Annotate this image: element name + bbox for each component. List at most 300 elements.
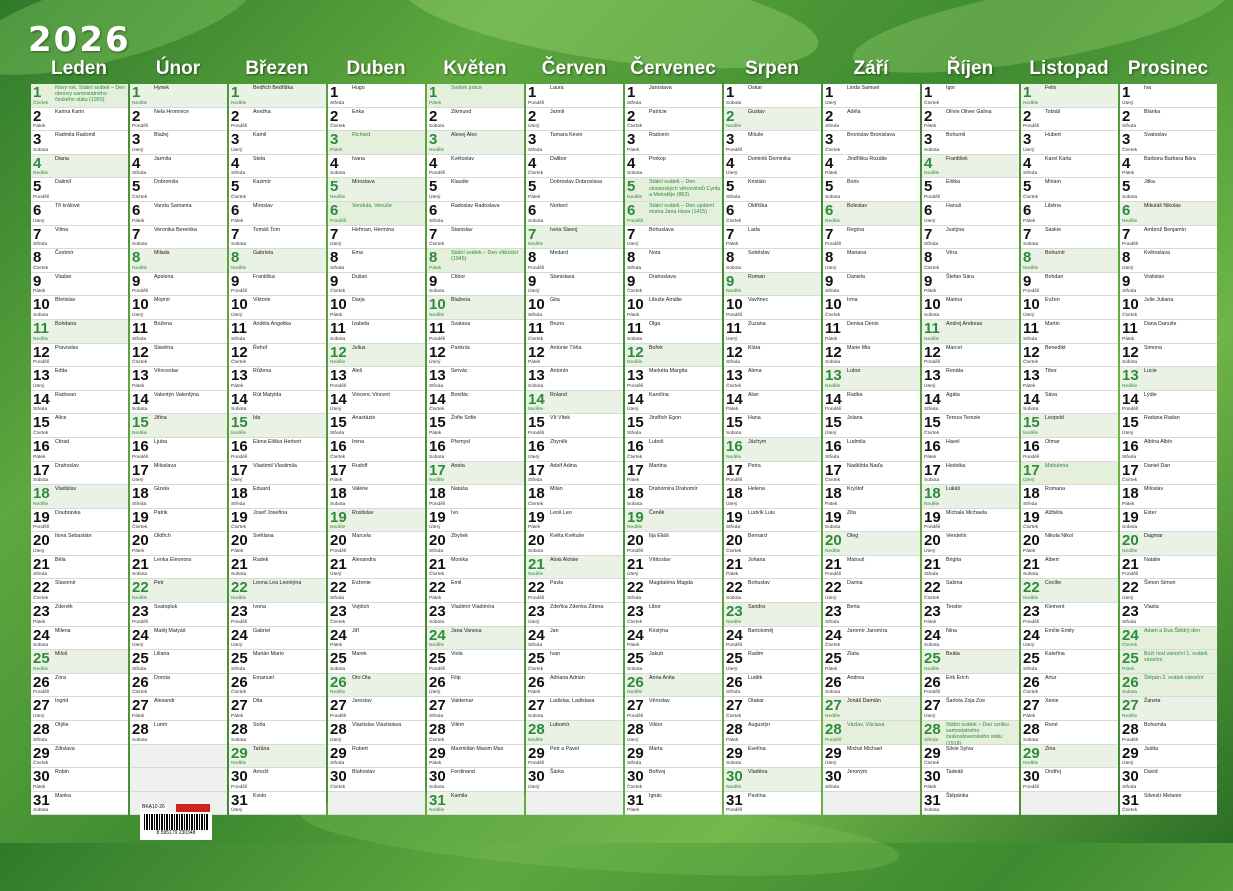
day-cell (922, 768, 1019, 792)
name-day: Marina (946, 297, 963, 304)
weekday-label: Středa (1023, 666, 1038, 672)
day-cell (130, 485, 227, 509)
weekday-label: Pondělí (33, 360, 50, 366)
name-day: Slavomír (55, 580, 76, 587)
day-cell (328, 202, 425, 226)
name-day: Miluše (748, 132, 764, 139)
name-day: Julius (352, 344, 366, 351)
day-number: 17 (924, 461, 941, 479)
name-day: René (1045, 722, 1058, 729)
weekday-label: Středa (33, 407, 48, 413)
name-day: Ingrid (55, 698, 69, 705)
day-number: 12 (924, 343, 941, 361)
day-number: 25 (1023, 650, 1040, 668)
name-day: Radovan (55, 391, 77, 398)
weekday-label: Úterý (726, 501, 738, 507)
weekday-label: Sobota (528, 218, 544, 224)
weekday-label: Úterý (825, 430, 837, 436)
weekday-label: Pondělí (429, 336, 446, 342)
day-number: 14 (924, 390, 941, 408)
name-day: Ondřej (1045, 769, 1061, 776)
weekday-label: Neděle (627, 194, 643, 200)
day-cell (328, 485, 425, 509)
name-day: Přemysl (451, 438, 471, 445)
day-cell (229, 627, 326, 651)
name-day: Soňa (253, 722, 266, 729)
day-cell (625, 84, 722, 108)
day-cell (1120, 273, 1217, 297)
day-cell (724, 438, 821, 462)
day-number: 24 (33, 626, 50, 644)
day-number: 5 (1122, 178, 1131, 196)
day-cell (427, 532, 524, 556)
weekday-label: Pátek (726, 407, 739, 413)
day-cell (526, 579, 623, 603)
day-cell (229, 108, 326, 132)
day-number: 30 (33, 768, 50, 786)
day-number: 28 (528, 721, 545, 739)
day-number: 6 (231, 201, 240, 219)
day-cell (427, 155, 524, 179)
name-day: Bohumila (1144, 722, 1167, 729)
name-day: Gabriel (253, 627, 271, 634)
month-column (229, 84, 326, 815)
name-day: Ivana (352, 155, 365, 162)
day-cell (526, 155, 623, 179)
name-day: Teodor (946, 604, 963, 611)
day-cell (724, 344, 821, 368)
name-day: Vladislav (55, 486, 77, 493)
month-column (130, 84, 227, 815)
weekday-label: Středa (1122, 619, 1137, 625)
name-day: Ida (253, 415, 261, 422)
day-cell (229, 414, 326, 438)
day-number: 2 (231, 107, 240, 125)
name-day: Saskie (1045, 226, 1061, 233)
day-cell (229, 84, 326, 108)
name-day: Vincenc Vincent (352, 391, 390, 398)
name-day: Kateřina (1045, 651, 1065, 658)
name-day: Svatava (451, 320, 471, 327)
weekday-label: Pátek (726, 572, 739, 578)
weekday-label: Úterý (924, 548, 936, 554)
day-cell (724, 108, 821, 132)
weekday-label: Čtvrtek (627, 124, 643, 130)
day-number: 15 (825, 414, 842, 432)
day-cell (823, 202, 920, 226)
name-day: Jarmila (154, 155, 172, 162)
day-cell (625, 485, 722, 509)
weekday-label: Středa (429, 548, 444, 554)
weekday-label: Sobota (726, 100, 742, 106)
weekday-label: Čtvrtek (132, 525, 148, 531)
day-number: 30 (528, 768, 545, 786)
day-cell (922, 367, 1019, 391)
day-cell (1021, 273, 1118, 297)
day-number: 2 (1122, 107, 1131, 125)
weekday-label: Čtvrtek (627, 784, 643, 790)
day-number: 17 (627, 461, 644, 479)
day-number: 1 (33, 84, 42, 101)
day-number: 17 (825, 461, 842, 479)
weekday-label: Pondělí (330, 383, 347, 389)
name-day: Adam a Eva Štědrý den (1144, 627, 1200, 634)
day-cell (328, 462, 425, 486)
name-day: Oldřiška (748, 202, 768, 209)
month-column (724, 84, 821, 815)
day-number: 19 (132, 508, 149, 526)
day-cell (1021, 391, 1118, 415)
weekday-label: Pondělí (924, 690, 941, 696)
weekday-label: Sobota (429, 619, 445, 625)
day-number: 24 (528, 626, 545, 644)
name-day: Valentýn Valentýna (154, 391, 199, 398)
day-number: 9 (726, 272, 735, 290)
name-day: Jakub (649, 651, 664, 658)
weekday-label: Neděle (330, 360, 346, 366)
weekday-label: Úterý (924, 383, 936, 389)
name-day: Vlastislav Vlastislava (352, 722, 402, 729)
name-day: Andrea (847, 674, 865, 681)
day-number: 27 (330, 697, 347, 715)
name-day: Doubravka (55, 509, 81, 516)
weekday-label: Pondělí (330, 548, 347, 554)
name-day: Svatopluk (154, 604, 178, 611)
day-number: 9 (33, 272, 42, 290)
day-cell (724, 603, 821, 627)
name-day: Olívie Oliver Galina (946, 108, 992, 115)
day-cell (130, 249, 227, 273)
day-number: 31 (231, 791, 248, 809)
day-cell (526, 697, 623, 721)
day-number: 2 (330, 107, 339, 125)
name-day: Miloš (55, 651, 68, 658)
day-number: 19 (1023, 508, 1040, 526)
name-day: Hana (748, 415, 761, 422)
day-number: 10 (825, 296, 842, 314)
weekday-label: Pátek (1023, 714, 1036, 720)
name-day: Radmila Radomil (55, 132, 96, 139)
weekday-label: Čtvrtek (330, 454, 346, 460)
month-column (1021, 84, 1118, 815)
day-cell (427, 273, 524, 297)
day-number: 3 (924, 131, 933, 149)
name-day: Radana Radan (1144, 415, 1180, 422)
day-number: 10 (726, 296, 743, 314)
weekday-label: Čtvrtek (429, 737, 445, 743)
day-cell (31, 627, 128, 651)
name-day: Šimon Simon (1144, 580, 1176, 587)
weekday-label: Neděle (1122, 548, 1138, 554)
weekday-label: Neděle (429, 808, 445, 814)
day-cell (1021, 367, 1118, 391)
day-number: 28 (825, 721, 842, 739)
weekday-label: Pondělí (726, 808, 743, 814)
day-number: 27 (726, 697, 743, 715)
day-number: 16 (825, 437, 842, 455)
weekday-label: Středa (330, 430, 345, 436)
weekday-label: Čtvrtek (1023, 690, 1039, 696)
name-day: Ljuba (154, 438, 167, 445)
name-day: Zdislava (55, 745, 75, 752)
weekday-label: Pondělí (33, 194, 50, 200)
name-day: Vilém (451, 722, 465, 729)
day-number: 21 (1122, 555, 1139, 573)
name-day: Bernard (748, 533, 767, 540)
name-day: Jaroslav (352, 698, 372, 705)
name-day: Antonín (550, 368, 569, 375)
day-number: 21 (825, 555, 842, 573)
day-cell (31, 367, 128, 391)
day-number: 8 (528, 249, 537, 267)
day-number: 15 (33, 414, 50, 432)
name-day: Darja (352, 297, 365, 304)
weekday-label: Čtvrtek (1023, 360, 1039, 366)
day-cell (823, 155, 920, 179)
day-cell (130, 697, 227, 721)
day-cell (1021, 462, 1118, 486)
day-number: 29 (429, 744, 446, 762)
name-day: Nina (946, 627, 957, 634)
name-day: Robin (55, 769, 69, 776)
weekday-label: Sobota (825, 690, 841, 696)
day-number: 12 (132, 343, 149, 361)
name-day: Benedikt (1045, 344, 1066, 351)
name-day: Běla (55, 556, 66, 563)
name-day: Mariana (847, 250, 867, 257)
day-number: 29 (825, 744, 842, 762)
weekday-label: Čtvrtek (528, 501, 544, 507)
day-cell (427, 745, 524, 769)
name-day: Libor (649, 604, 661, 611)
day-number: 10 (132, 296, 149, 314)
day-number: 8 (132, 249, 141, 267)
name-day: Emil (451, 580, 462, 587)
weekday-label: Pátek (330, 478, 343, 484)
weekday-label: Úterý (330, 737, 342, 743)
name-day: Ivona (253, 604, 266, 611)
weekday-label: Sobota (231, 407, 247, 413)
day-cell (328, 367, 425, 391)
name-day: Justýna (946, 226, 965, 233)
weekday-label: Pondělí (429, 666, 446, 672)
day-cell (229, 768, 326, 792)
day-number: 28 (330, 721, 347, 739)
day-number: 11 (1122, 319, 1138, 337)
weekday-label: Neděle (825, 218, 841, 224)
weekday-label: Pondělí (924, 194, 941, 200)
day-number: 15 (627, 414, 644, 432)
name-day: Karolína (649, 391, 669, 398)
day-number: 22 (330, 579, 347, 597)
day-cell (823, 344, 920, 368)
day-number: 28 (627, 721, 644, 739)
day-cell (526, 462, 623, 486)
publisher-logo (176, 804, 210, 812)
day-cell (1120, 603, 1217, 627)
name-day: Ilona Sebastián (55, 533, 92, 540)
day-cell (922, 344, 1019, 368)
name-day: Matouš (847, 556, 865, 563)
name-day: Šarlota Zoja Zoe (946, 698, 986, 705)
weekday-label: Čtvrtek (924, 430, 940, 436)
name-day: Světlana (253, 533, 274, 540)
day-number: 25 (1122, 650, 1139, 668)
name-day: Dana Danuše (1144, 320, 1177, 327)
day-number: 22 (429, 579, 446, 597)
day-number: 26 (726, 673, 743, 691)
name-day: Ctirad (55, 438, 70, 445)
day-cell (229, 697, 326, 721)
day-cell (922, 745, 1019, 769)
day-cell (823, 391, 920, 415)
name-day: Květoslava (1144, 250, 1170, 257)
day-cell (328, 721, 425, 745)
weekday-label: Pátek (429, 430, 442, 436)
day-number: 14 (1122, 390, 1139, 408)
day-cell (31, 579, 128, 603)
name-day: Čestmír (55, 250, 74, 257)
weekday-label: Pátek (528, 690, 541, 696)
name-day: Blahoslav (352, 769, 375, 776)
weekday-label: Středa (33, 737, 48, 743)
day-cell (130, 296, 227, 320)
day-cell (724, 674, 821, 698)
name-day: Alan (748, 391, 759, 398)
day-cell (328, 108, 425, 132)
weekday-label: Neděle (1023, 761, 1039, 767)
day-cell (1120, 155, 1217, 179)
day-cell (130, 462, 227, 486)
name-day: Radomír (649, 132, 670, 139)
name-day: Johana (748, 556, 766, 563)
name-day: Bohumír (1045, 250, 1066, 257)
day-number: 7 (627, 225, 636, 243)
day-cell (1120, 509, 1217, 533)
weekday-label: Pátek (924, 289, 937, 295)
weekday-label: Úterý (1122, 100, 1134, 106)
day-cell (427, 108, 524, 132)
name-day: Bonifác (451, 391, 469, 398)
name-day: Silvie Sylva (946, 745, 974, 752)
name-day: Jonáš Damián (847, 698, 881, 705)
weekday-label: Pondělí (726, 643, 743, 649)
day-number: 20 (1023, 532, 1040, 550)
day-cell (328, 178, 425, 202)
day-cell (823, 438, 920, 462)
weekday-label: Čtvrtek (429, 242, 445, 248)
day-cell (130, 155, 227, 179)
day-number: 12 (330, 343, 347, 361)
name-day: Aneta (451, 462, 465, 469)
day-cell (427, 462, 524, 486)
day-cell (328, 84, 425, 108)
name-day: Nikola Nikol (1045, 533, 1073, 540)
day-cell (625, 438, 722, 462)
name-day: Albína Albín (1144, 438, 1173, 445)
day-cell (1021, 155, 1118, 179)
day-cell (130, 721, 227, 745)
weekday-label: Pondělí (429, 171, 446, 177)
weekday-label: Čtvrtek (132, 690, 148, 696)
day-cell (922, 131, 1019, 155)
day-number: 29 (330, 744, 347, 762)
month-column (427, 84, 524, 815)
weekday-label: Pátek (132, 548, 145, 554)
weekday-label: Čtvrtek (924, 596, 940, 602)
weekday-label: Pondělí (132, 619, 149, 625)
day-number: 24 (627, 626, 644, 644)
day-cell (31, 556, 128, 580)
weekday-label: Sobota (429, 454, 445, 460)
day-cell (31, 273, 128, 297)
day-number: 18 (627, 485, 644, 503)
day-cell (31, 674, 128, 698)
weekday-label: Čtvrtek (726, 548, 742, 554)
weekday-label: Středa (726, 194, 741, 200)
name-day: Alois Aloisie (550, 556, 579, 563)
day-number: 27 (132, 697, 149, 715)
weekday-label: Neděle (1122, 218, 1138, 224)
name-day: Dušan (352, 273, 368, 280)
day-number: 9 (231, 272, 240, 290)
weekday-label: Středa (33, 242, 48, 248)
day-cell (130, 579, 227, 603)
name-day: Ivo (451, 509, 459, 516)
name-day: Ferdinand (451, 769, 475, 776)
day-number: 24 (1023, 626, 1040, 644)
day-number: 2 (726, 107, 735, 125)
weekday-label: Čtvrtek (1023, 194, 1039, 200)
name-day: Gizela (154, 486, 170, 493)
weekday-label: Středa (330, 761, 345, 767)
day-cell (625, 155, 722, 179)
weekday-label: Čtvrtek (132, 360, 148, 366)
month-title: Říjen (946, 58, 994, 79)
weekday-label: Pondělí (528, 100, 545, 106)
name-day: Boží hod vánoční 1. svátek vánoční (1144, 651, 1208, 664)
name-day: Andrej Andreas (946, 320, 983, 327)
day-number: 28 (429, 721, 446, 739)
day-cell (823, 178, 920, 202)
weekday-label: Úterý (1023, 147, 1035, 153)
day-number: 13 (924, 367, 941, 385)
day-number: 8 (429, 249, 438, 267)
name-day: Žofie Sofie (451, 415, 477, 422)
day-cell (427, 131, 524, 155)
day-cell (1120, 721, 1217, 745)
day-number: 11 (825, 319, 841, 337)
day-cell (1021, 674, 1118, 698)
day-number: 30 (231, 768, 248, 786)
weekday-label: Úterý (231, 147, 243, 153)
day-cell (229, 721, 326, 745)
day-cell (31, 414, 128, 438)
weekday-label: Neděle (330, 194, 346, 200)
day-cell (328, 650, 425, 674)
name-day: Gabriela (253, 250, 274, 257)
weekday-label: Pondělí (1023, 124, 1040, 130)
day-cell (229, 509, 326, 533)
day-number: 5 (924, 178, 933, 196)
day-cell (1021, 485, 1118, 509)
day-cell (328, 226, 425, 250)
name-day: František (946, 155, 968, 162)
name-day: Zita (847, 509, 856, 516)
weekday-label: Sobota (330, 171, 346, 177)
name-day: Alexandra (352, 556, 376, 563)
day-cell (724, 579, 821, 603)
